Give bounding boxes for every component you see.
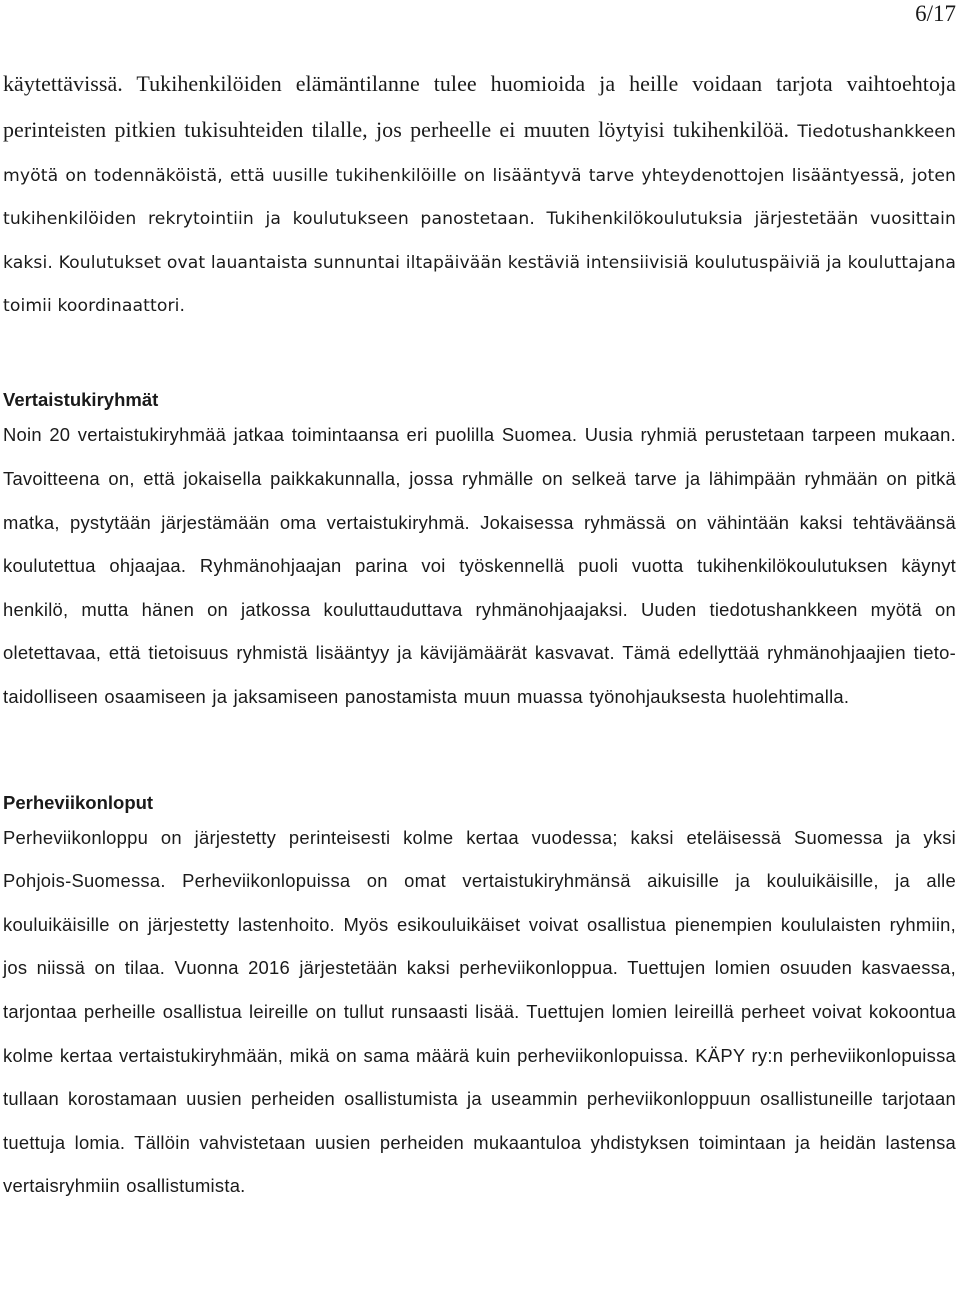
paragraph-tukihenkilot [3, 62, 956, 328]
paragraph-perheviikonloput: Perheviikonloppu on järjestetty perinteisesti kolme kertaa vuodessa; kaksi eteläisessä Suomessa ja yksi Pohjois-Suomessa. Perheviikonlopuissa on omat vertaistukiryhmänsä aikuisille ja kouluikäisille, ja alle kouluikäisille on järjestetty lastenhoito. Myös esikouluikäiset voivat osallistua pienempien koululaisten ryhmiin, jos niissä on tilaa. Vuonna 2016 järjestetään kaksi perheviikonloppua. Tuettujen lomien osuuden kasvaessa, tarjontaa perheille osallistua leireille on tullut runsaasti lisää. Tuettujen lomien leireillä perheet voivat kokoontua kolme kertaa vertaistukiryhmään, mikä on sama määrä kuin perheviikonlopuissa. KÄPY ry:n perheviikonlopuissa tullaan korostamaan uusien perheiden osallistumista ja useammin perheviikonloppuun osallistuneille tarjotaan tuettuja lomia. Tällöin vahvistetaan uusien perheiden mukaantuloa yhdistyksen toimintaan ja heidän lastensa vertaisryhmiin osallistumista. [3, 826, 956, 1197]
paragraph-vertaistukiryhmat: Noin 20 vertaistukiryhmää jatkaa toimintaansa eri puolilla Suomea. Uusia ryhmiä perustetaan tarpeen mukaan. Tavoitteena on, että jokaisella paikkakunnalla, jossa ryhmälle on selkeä tarve ja lähimpään ryhmään on pitkä matka, pystytään järjestämään oma vertaistukiryhmä. Jokaisessa ryhmässä on vähintään kaksi tehtäväänsä koulutettua ohjaajaa. Ryhmänohjaajan parina voi työskennellä puoli vuotta tukihenkilökoulutuksen käynyt henkilö, mutta hänen on jatkossa kouluttauduttava ryhmänohjaajaksi. Uuden tiedotushankkeen myötä on oletettavaa, että tietoisuus ryhmistä lisääntyy ja kävijämäärät kasvavat. Tämä edellyttää ryhmänohjaajien tieto-taidolliseen osaamiseen ja jaksamiseen panostamista muun muassa työnohjauksesta huolehtimalla. [3, 424, 956, 707]
section-heading-perheviikonloput: Perheviikonloput [3, 791, 154, 813]
paragraph-tukihenkilot-intro: käytettävissä. Tukihenkilöiden elämäntilanne tulee huomioida ja heille voidaan tarjota vaihtoehtoja perinteisten pitkien tukisuhteiden tilalle, jos perheelle ei muuten löytyisi tukihenkilöä. [3, 71, 956, 143]
page-number: 6/17 [915, 1, 956, 26]
document-body [3, 62, 956, 1208]
paragraph-tukihenkilot-main: Tiedotushankkeen myötä on todennäköistä, että uusille tukihenkilöille on lisääntyvä tarve yhteydenottojen lisääntyessä, joten tukihenkilöiden rekrytointiin ja koulutukseen panostetaan. Tukihenkilökoulutuksia järjestetään vuosittain kaksi. Koulutukset ovat lauantaista sunnuntai iltapäivään kestäviä intensiivisiä koulutuspäiviä ja kouluttajana toimii koordinaattori. [3, 122, 956, 317]
section-heading-vertaistukiryhmat: Vertaistukiryhmät [3, 389, 159, 411]
